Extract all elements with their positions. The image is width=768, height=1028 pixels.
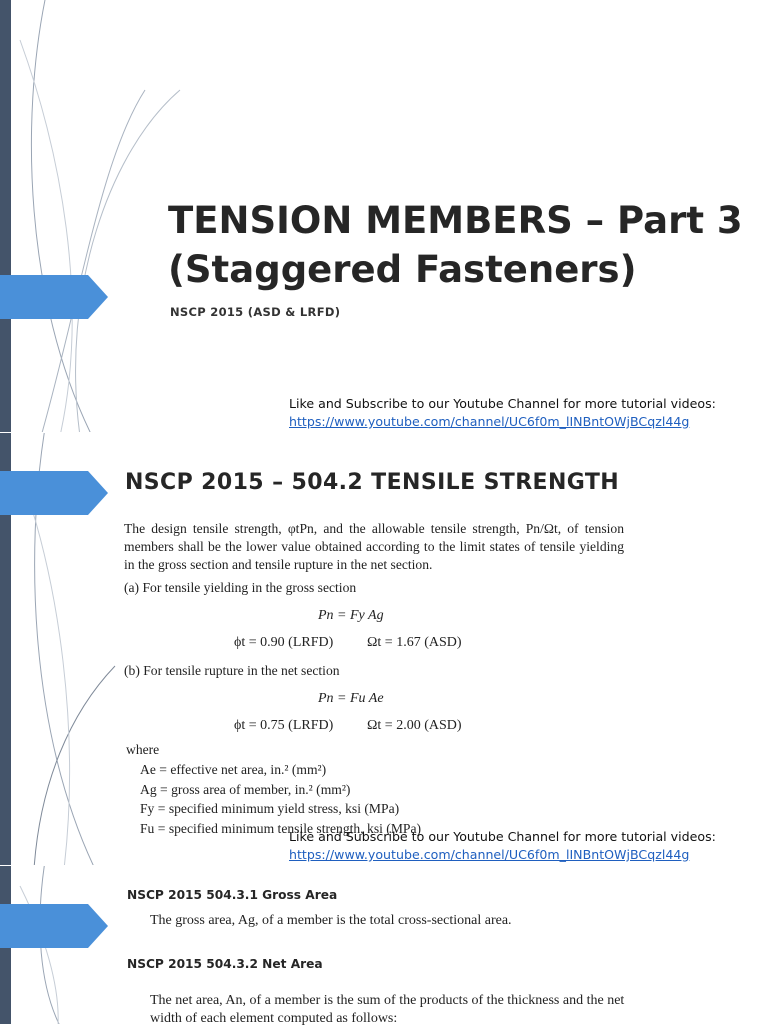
gross-area-heading: NSCP 2015 504.3.1 Gross Area [127, 888, 338, 902]
definition-ae: Ae = effective net area, in.² (mm²) [140, 762, 327, 777]
case-b-label: (b) For tensile rupture in the net section [124, 663, 340, 678]
slide-sidebar [0, 0, 11, 432]
slide-arrow-tab [0, 471, 108, 515]
definitions-list [140, 760, 421, 838]
case-b-lrfd: ϕt = 0.75 (LRFD) [234, 718, 334, 733]
youtube-channel-link[interactable]: https://www.youtube.com/channel/UC6f0m_lINBntOWjBCqzl44g [289, 847, 690, 862]
case-b-formula: Pn = Fu Ae [318, 691, 384, 706]
promo-text: Like and Subscribe to our Youtube Channel for more tutorial videos: [289, 829, 716, 844]
section-heading: NSCP 2015 – 504.2 TENSILE STRENGTH [125, 470, 620, 495]
case-a-label: (a) For tensile yielding in the gross section [124, 580, 357, 595]
net-area-heading: NSCP 2015 504.3.2 Net Area [127, 957, 323, 971]
definition-fu: Fu = specified minimum tensile strength, ksi (MPa) [140, 820, 422, 836]
slide-arrow-tab [0, 904, 108, 948]
title-line-1: TENSION MEMBERS – Part 3 [168, 199, 743, 242]
slide-subtitle: NSCP 2015 (ASD & LRFD) [170, 305, 341, 319]
tensile-strength-paragraph: The design tensile strength, φtPn, and the allowable tensile strength, Pn/Ωt, of tension members shall be the lower value obtained according to the limit states of tensile yielding in the gross section and tensile rupture in the net section. [124, 521, 624, 572]
promo-text: Like and Subscribe to our Youtube Channel for more tutorial videos: [289, 396, 716, 411]
title-line-2: (Staggered Fasteners) [168, 248, 637, 291]
where-label: where [126, 742, 160, 757]
net-area-text [150, 992, 624, 1028]
case-a-formula: Pn = Fy Ag [318, 608, 384, 623]
promo-block [289, 395, 716, 431]
slide-arrow-tab [0, 275, 108, 319]
youtube-channel-link[interactable]: https://www.youtube.com/channel/UC6f0m_lINBntOWjBCqzl44g [289, 414, 690, 429]
gross-area-text: The gross area, Ag, of a member is the total cross-sectional area. [150, 913, 512, 928]
definition-fy: Fy = specified minimum yield stress, ksi (MPa) [140, 801, 400, 816]
net-area-text-line-1: The net area, An, of a member is the sum of the products of the thickness and the net [150, 993, 625, 1008]
slide-title-heading [168, 196, 743, 294]
case-a-asd: Ωt = 1.67 (ASD) [367, 635, 462, 650]
net-area-text-line-2: width of each element computed as follows: [150, 1011, 398, 1026]
case-a-lrfd: ϕt = 0.90 (LRFD) [234, 635, 334, 650]
definition-ag: Ag = gross area of member, in.² (mm²) [140, 781, 351, 797]
case-b-asd: Ωt = 2.00 (ASD) [367, 718, 462, 733]
promo-block [289, 828, 716, 864]
slide-title [0, 0, 768, 432]
